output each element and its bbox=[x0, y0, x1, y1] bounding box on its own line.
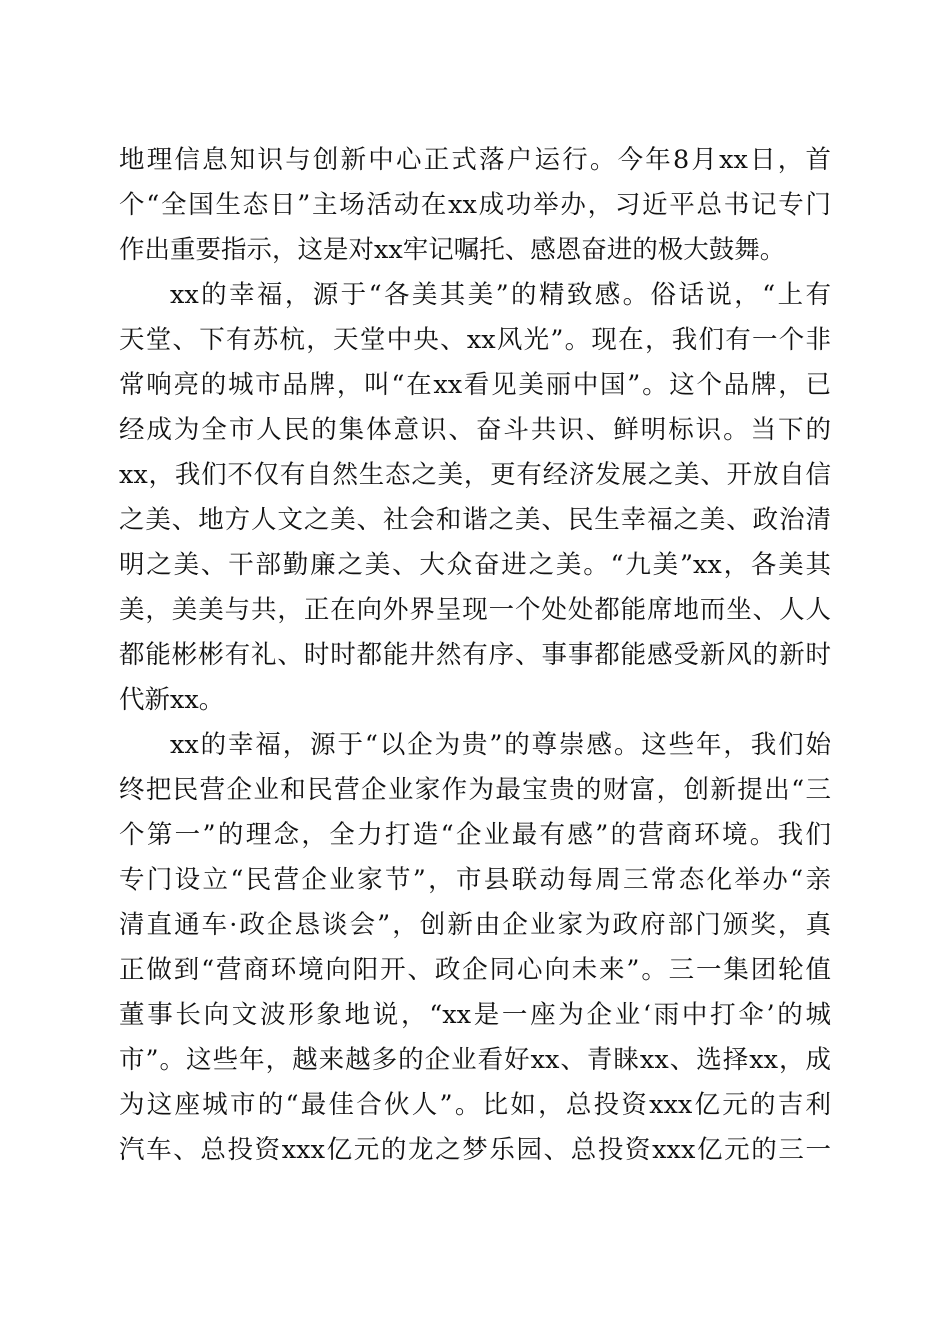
paragraph-first-line: xx的幸福，源于“以企为贵”的尊崇感。这些年，我们始 bbox=[170, 730, 831, 760]
text-line: 代新xx。 bbox=[119, 685, 225, 715]
text-line: 美，美美与共，正在向外界呈现一个处处都能席地而坐、人人 bbox=[119, 595, 831, 625]
text-line: 都能彬彬有礼、时时都能井然有序、事事都能感受新风的新时 bbox=[119, 640, 831, 670]
text-line: 经成为全市人民的集体意识、奋斗共识、鲜明标识。当下的 bbox=[119, 415, 831, 445]
text-line: 常响亮的城市品牌，叫“在xx看见美丽中国”。这个品牌，已 bbox=[119, 370, 831, 400]
text-line: 专门设立“民营企业家节”，市县联动每周三常态化举办“亲 bbox=[119, 865, 831, 895]
text-line: 天堂、下有苏杭，天堂中央、xx风光”。现在，我们有一个非 bbox=[119, 325, 831, 355]
text-line: 董事长向文波形象地说，“xx是一座为企业‘雨中打伞’的城 bbox=[119, 1000, 831, 1030]
text-line: 明之美、干部勤廉之美、大众奋进之美。“九美”xx，各美其 bbox=[119, 550, 831, 580]
text-line: 汽车、总投资xxx亿元的龙之梦乐园、总投资xxx亿元的三一 bbox=[119, 1135, 831, 1165]
text-line: 个第一”的理念，全力打造“企业最有感”的营商环境。我们 bbox=[119, 820, 831, 850]
text-line: 正做到“营商环境向阳开、政企同心向未来”。三一集团轮值 bbox=[119, 955, 831, 985]
text-line: 作出重要指示，这是对xx牢记嘱托、感恩奋进的极大鼓舞。 bbox=[119, 235, 786, 265]
text-line: 之美、地方人文之美、社会和谐之美、民生幸福之美、政治清 bbox=[119, 505, 831, 535]
text-line: xx，我们不仅有自然生态之美，更有经济发展之美、开放自信 bbox=[119, 460, 831, 490]
text-line: 市”。这些年，越来越多的企业看好xx、青睐xx、选择xx，成 bbox=[119, 1045, 831, 1075]
text-line: 终把民营企业和民营企业家作为最宝贵的财富，创新提出“三 bbox=[119, 775, 831, 805]
text-line: 个“全国生态日”主场活动在xx成功举办，习近平总书记专门 bbox=[119, 190, 831, 220]
text-line: 为这座城市的“最佳合伙人”。比如，总投资xxx亿元的吉利 bbox=[119, 1090, 831, 1120]
text-line: 地理信息知识与创新中心正式落户运行。今年8月xx日，首 bbox=[119, 145, 831, 175]
paragraph-first-line: xx的幸福，源于“各美其美”的精致感。俗话说，“上有 bbox=[170, 280, 831, 310]
text-line: 清直通车·政企恳谈会”，创新由企业家为政府部门颁奖，真 bbox=[119, 910, 831, 940]
